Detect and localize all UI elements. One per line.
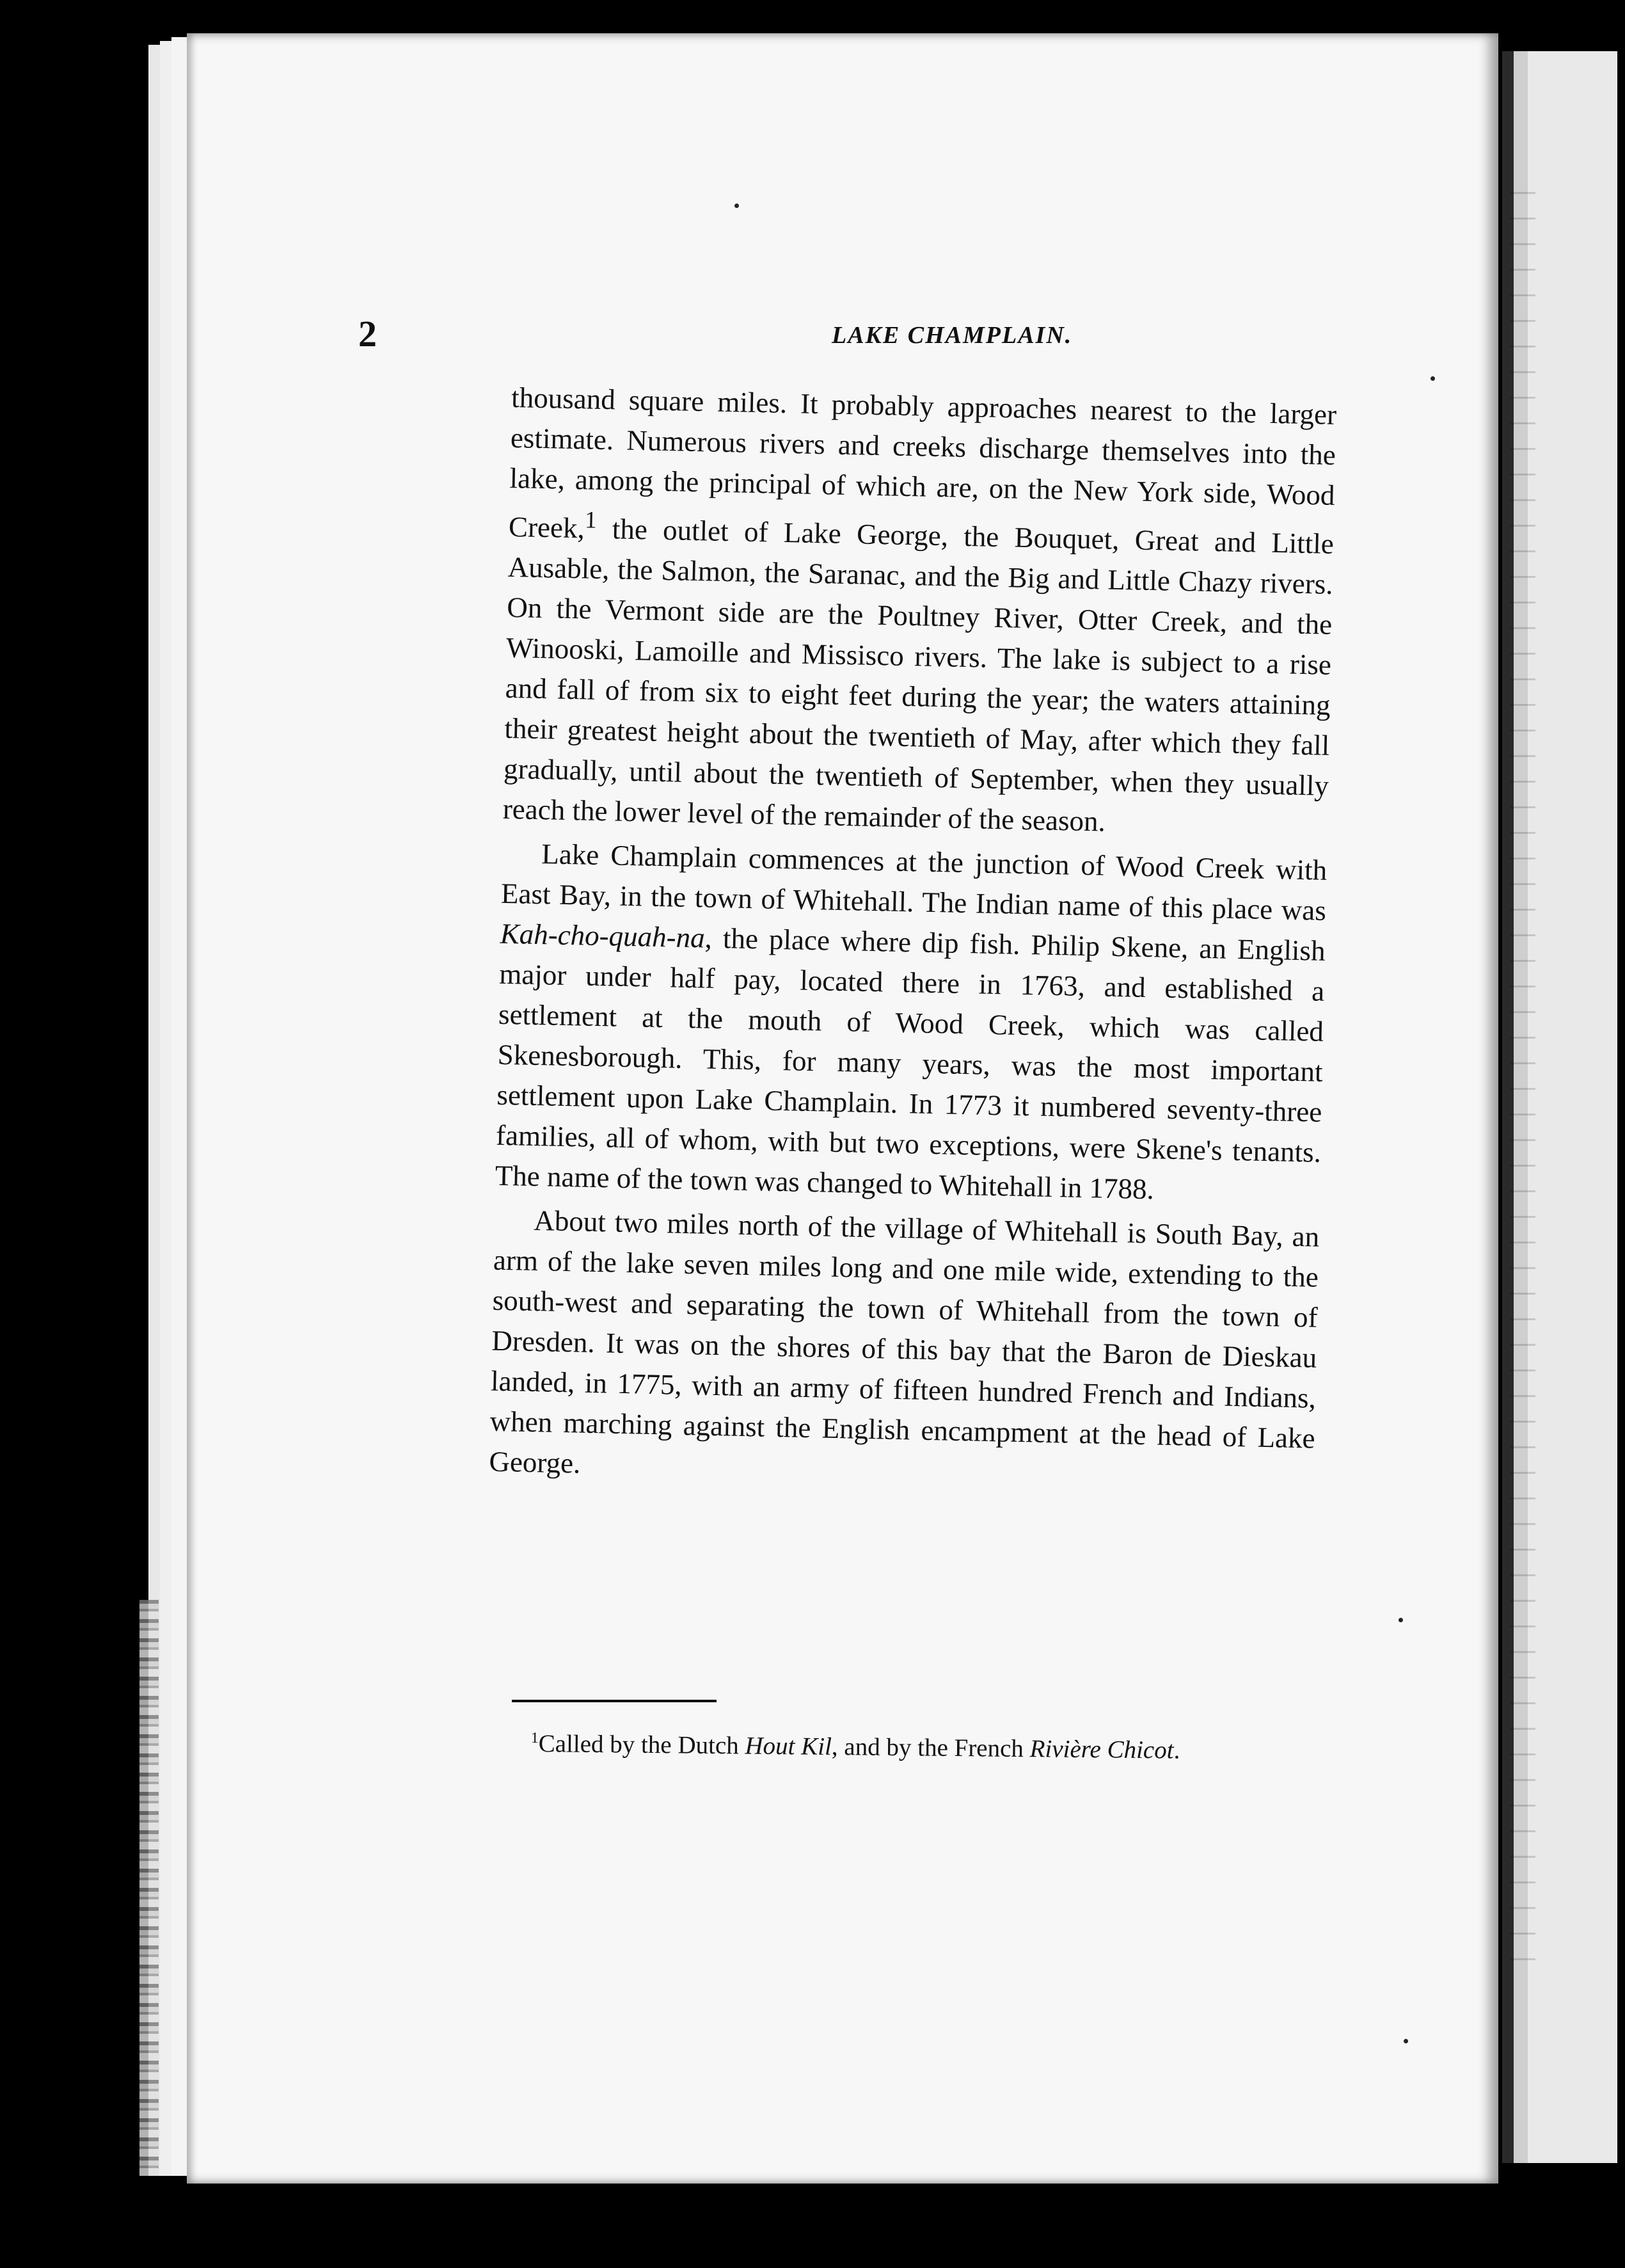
paragraph-text: , the place where dip fish. Philip Skene, an English major under half pay, located there in 1763, and established a settlement at the mouth of Wood Creek, which was called Skenesborough. This, for many years, was the most important settlement upon Lake Champlain. In 1773 it numbered seventy-three families, all of whom, with but two exceptions, were Skene's tenants. The name of the town was changed to Whitehall in 1788. — [495, 922, 1326, 1206]
scan-speck — [1404, 2039, 1408, 2043]
paragraph-text: thousand square miles. It probably approaches nearest to the larger estimate. Numerous rivers and creeks discharge themselves into the lake, among the principal of which are, on the New York side, Wood Creek, — [508, 381, 1337, 545]
footnote-mark: 1 — [530, 1730, 539, 1747]
page-edge-shadow — [139, 1600, 159, 2176]
scan-speck — [734, 204, 739, 208]
paragraph-1 — [502, 378, 1337, 847]
footnote-text: , and by the French — [831, 1732, 1030, 1763]
footnote-french-name: Rivière Chicot — [1029, 1735, 1174, 1764]
facing-page-grain — [1510, 192, 1535, 1984]
paragraph-3 — [489, 1200, 1320, 1499]
footnote-divider — [512, 1700, 717, 1702]
footnote-text: . — [1173, 1736, 1180, 1764]
body-text — [489, 378, 1337, 1499]
page-number: 2 — [358, 313, 377, 355]
scan-speck — [1399, 1618, 1403, 1622]
running-head — [358, 312, 1318, 363]
running-title: LAKE CHAMPLAIN. — [832, 322, 1073, 349]
scan-speck — [1431, 376, 1435, 381]
footnote-reference: 1 — [584, 507, 598, 534]
paragraph-2 — [495, 833, 1328, 1213]
paragraph-text: the outlet of Lake George, the Bouquet, Great and Little Ausable, the Salmon, the Saranac, and the Big and Little Chazy rivers. On the Vermont side are the Poultney River, Otter Creek, and the Winooski, Lamoille and Missisco rivers. The lake is subject to a rise and fall of from six to eight feet during the year; the waters attaining their greatest height about the twentieth of May, after which they fall gradually, until about the twentieth of September, when they usually reach the lower level of the remainder of the season. — [502, 512, 1335, 838]
indian-name: Kah-cho-quah-na — [500, 917, 706, 954]
paragraph-text: Lake Champlain commences at the junction of Wood Creek with East Bay, in the town of Whitehall. The Indian name of this place was — [500, 838, 1328, 927]
paragraph-text: About two miles north of the village of Whitehall is South Bay, an arm of the lake seven miles long and one mile wide, extending to the south-west and separating the town of Whitehall from the town of Dresden. It was on the shores of this bay that the Baron de Dieskau landed, in 1775, with an army of fifteen hundred French and Indians, when marching against the English encampment at the head of Lake George. — [489, 1204, 1320, 1480]
footnote-dutch-name: Hout Kil — [745, 1732, 832, 1761]
footnote-text: Called by the Dutch — [538, 1730, 745, 1760]
